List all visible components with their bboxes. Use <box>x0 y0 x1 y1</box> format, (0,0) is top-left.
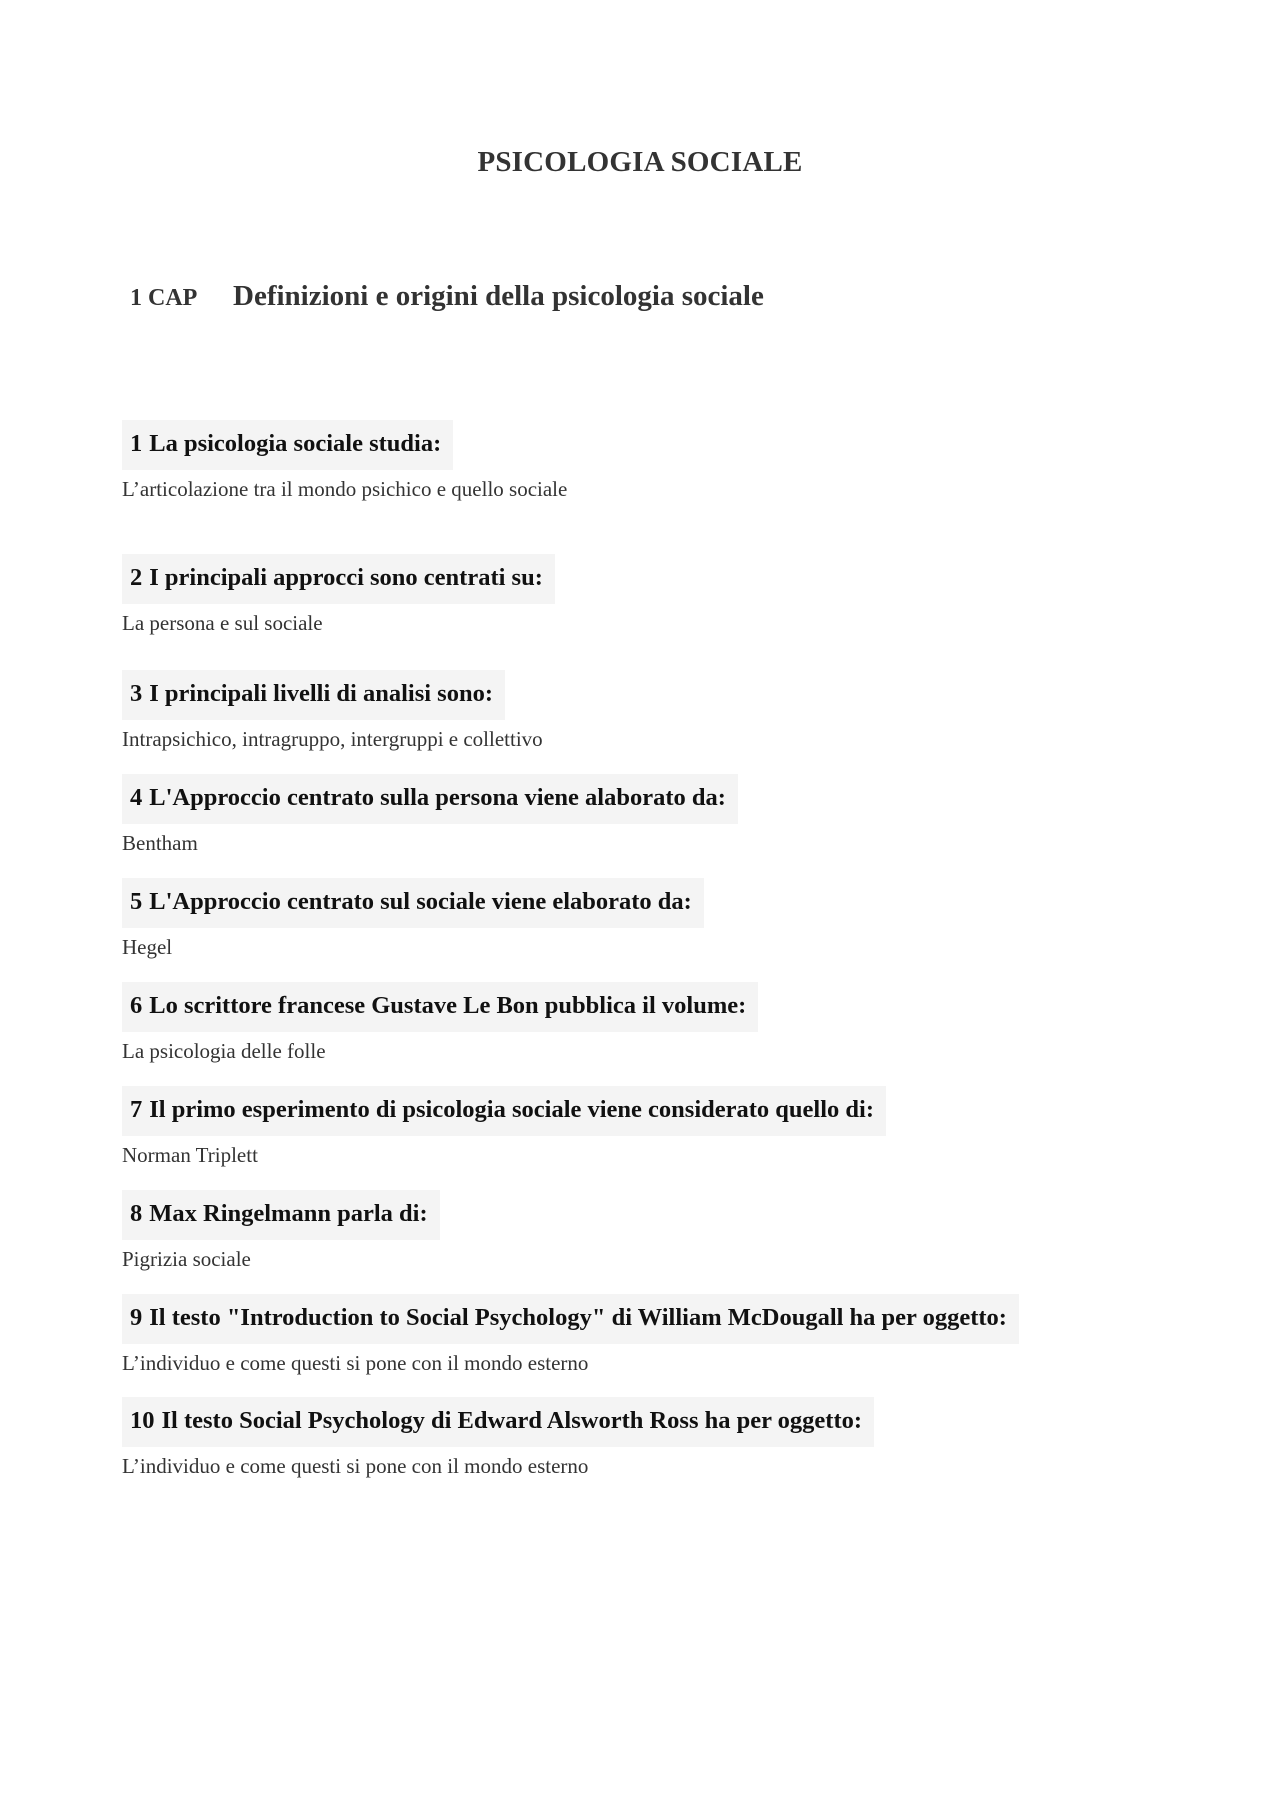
question-text: Lo scrittore francese Gustave Le Bon pubblica il volume: <box>149 992 747 1019</box>
qa-item-4 <box>122 774 738 856</box>
qa-item-8 <box>122 1190 440 1272</box>
qa-item-5 <box>122 878 704 960</box>
question-4 <box>122 774 738 824</box>
question-number: 2 <box>130 564 143 591</box>
qa-item-1 <box>122 420 567 502</box>
question-number: 9 <box>130 1304 143 1331</box>
question-text: La psicologia sociale studia: <box>149 430 442 457</box>
answer-10: L’individuo e come questi si pone con il mondo esterno <box>122 1454 589 1478</box>
answer-6: La psicologia delle folle <box>122 1039 326 1063</box>
answer-9: L’individuo e come questi si pone con il mondo esterno <box>122 1351 589 1375</box>
answer-1: L’articolazione tra il mondo psichico e quello sociale <box>122 477 568 501</box>
question-text: L'Approccio centrato sulla persona viene alaborato da: <box>149 784 726 811</box>
qa-item-2 <box>122 554 555 636</box>
qa-item-10 <box>122 1397 874 1479</box>
answer-7: Norman Triplett <box>122 1143 258 1167</box>
question-number: 8 <box>130 1200 143 1227</box>
qa-item-9 <box>122 1294 1019 1376</box>
question-number: 7 <box>130 1096 143 1123</box>
question-number: 10 <box>130 1407 155 1434</box>
question-text: Il testo Social Psychology di Edward Alsworth Ross ha per oggetto: <box>161 1407 863 1434</box>
question-text: I principali approcci sono centrati su: <box>149 564 543 591</box>
question-5 <box>122 878 704 928</box>
question-7 <box>122 1086 886 1136</box>
answer-4: Bentham <box>122 831 198 855</box>
document-title: PSICOLOGIA SOCIALE <box>477 146 803 178</box>
chapter-number: 1 CAP <box>130 285 198 311</box>
qa-item-7 <box>122 1086 886 1168</box>
chapter-heading <box>130 280 764 313</box>
question-10 <box>122 1397 874 1447</box>
question-number: 6 <box>130 992 143 1019</box>
question-number: 4 <box>130 784 143 811</box>
question-text: Il primo esperimento di psicologia sociale viene considerato quello di: <box>149 1096 875 1123</box>
question-8 <box>122 1190 440 1240</box>
answer-8: Pigrizia sociale <box>122 1247 251 1271</box>
answer-2: La persona e sul sociale <box>122 611 323 635</box>
answer-5: Hegel <box>122 935 173 959</box>
question-text: Il testo "Introduction to Social Psychology" di William McDougall ha per oggetto: <box>149 1304 1007 1331</box>
question-number: 1 <box>130 430 143 457</box>
chapter-title: Definizioni e origini della psicologia sociale <box>233 280 764 312</box>
question-2 <box>122 554 555 604</box>
qa-item-6 <box>122 982 758 1064</box>
question-number: 5 <box>130 888 143 915</box>
question-text: I principali livelli di analisi sono: <box>149 680 494 707</box>
question-text: Max Ringelmann parla di: <box>149 1200 428 1227</box>
question-3 <box>122 670 505 720</box>
question-text: L'Approccio centrato sul sociale viene elaborato da: <box>149 888 692 915</box>
question-9 <box>122 1294 1019 1344</box>
answer-3: Intrapsichico, intragruppo, intergruppi e collettivo <box>122 727 543 751</box>
question-1 <box>122 420 453 470</box>
question-number: 3 <box>130 680 143 707</box>
qa-item-3 <box>122 670 543 752</box>
question-6 <box>122 982 758 1032</box>
